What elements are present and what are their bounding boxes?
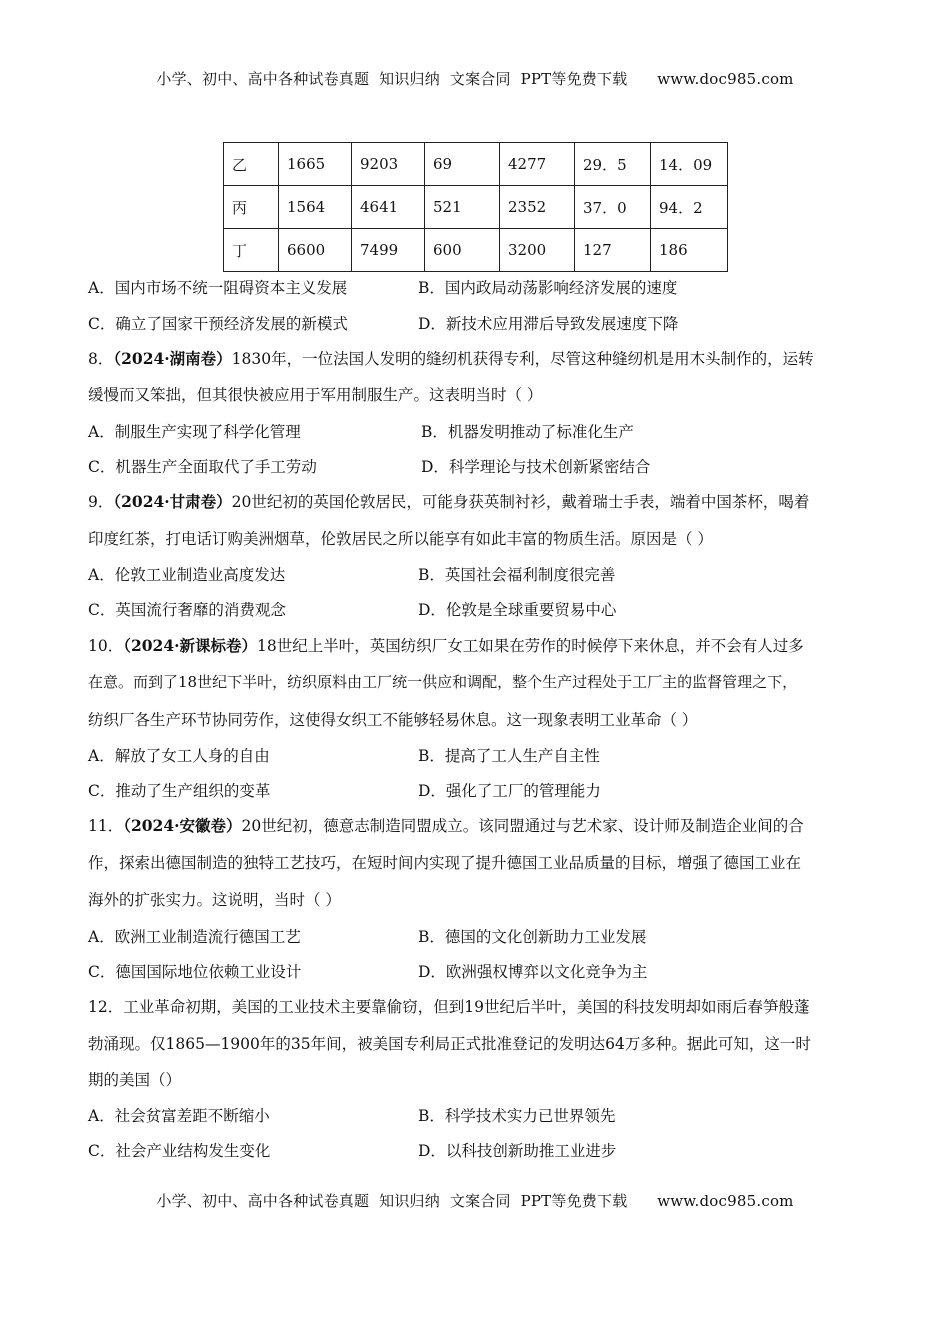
q9-stem-line-1 [88,490,809,512]
table-cell: 14．09 [651,143,728,186]
table-row [224,229,728,272]
q9-option-c: C．英国流行奢靡的消费观念 [88,601,286,619]
q12-stem-line-2: 勃涌现。仅1865—1900年的35年间，被美国专利局正式批准登记的发明达64万多种。据此可知，这一时 [88,1035,811,1053]
q12-option-d: D．以科技创新助推工业进步 [418,1142,617,1160]
q9-source: （2024·甘肃卷） [113,492,232,511]
table-cell: 69 [425,143,500,186]
q10-stem-line-3: 纺织厂各生产环节协同劳作，这使得女织工不能够轻易休息。这一现象表明工业革命（ ） [88,711,698,729]
table-cell: 4641 [352,186,425,229]
q10-number: 10． [88,637,124,655]
q7-option-d: D．新技术应用滞后导致发展速度下降 [418,315,679,333]
q10-option-b: B．提高了工人生产自主性 [418,747,600,765]
q12-stem-line-3: 期的美国（） [88,1071,182,1089]
q8-stem-line-1 [88,347,814,369]
q11-stem-text: 20世纪初，德意志制造同盟成立。该同盟通过与艺术家、设计师及制造企业间的合 [241,817,804,835]
table-cell: 丙 [224,186,279,229]
q8-stem-line-2: 缓慢而又笨拙，但其很快被应用于军用制服生产。这表明当时（ ） [88,386,543,404]
table-row [224,186,728,229]
q8-option-c: C．机器生产全面取代了手工劳动 [88,458,317,476]
q11-stem-line-1 [88,814,804,836]
q11-option-b: B．德国的文化创新助力工业发展 [418,928,647,946]
table-cell: 29．5 [575,143,651,186]
q11-stem-line-3: 海外的扩张实力。这说明，当时（ ） [88,891,341,909]
q7-option-b: B．国内政局动荡影响经济发展的速度 [418,279,678,297]
q11-option-c: C．德国国际地位依赖工业设计 [88,963,302,981]
q11-source: （2024·安徽卷） [123,816,242,835]
q8-option-d: D．科学理论与技术创新紧密结合 [421,458,651,476]
table-cell: 9203 [352,143,425,186]
q7-option-a: A．国内市场不统一阻碍资本主义发展 [88,279,348,297]
q9-stem-text: 20世纪初的英国伦敦居民，可能身获英制衬衫，戴着瑞士手表，端着中国茶杯，喝着 [231,493,810,511]
q11-option-d: D．欧洲强权博弈以文化竞争为主 [418,963,648,981]
q10-stem-line-2: 在意。而到了18世纪下半叶，纺织原料由工厂统一供应和调配，整个生产过程处于工厂主的监督管理之下， [88,673,798,691]
q10-stem-text: 18世纪上半叶，英国纺织厂女工如果在劳作的时候停下来休息，并不会有人过多 [257,637,804,655]
table-cell: 37．0 [575,186,651,229]
table-cell: 2352 [500,186,575,229]
table-cell: 乙 [224,143,279,186]
table-cell: 3200 [500,229,575,272]
q9-stem-line-2: 印度红茶，打电话订购美洲烟草，伦敦居民之所以能享有如此丰富的物质生活。原因是（ ） [88,530,713,548]
q12-option-c: C．社会产业结构发生变化 [88,1142,271,1160]
q10-option-c: C．推动了生产组织的变革 [88,782,271,800]
q9-number: 9． [88,493,114,511]
table-cell: 1665 [279,143,352,186]
page-footer: 小学、初中、高中各种试卷真题 知识归纳 文案合同 PPT等免费下载 www.doc985.com [156,1192,794,1210]
q11-option-a: A．欧洲工业制造流行德国工艺 [88,928,301,946]
page-header: 小学、初中、高中各种试卷真题 知识归纳 文案合同 PPT等免费下载 www.doc985.com [156,70,794,88]
table-cell: 521 [425,186,500,229]
q12-option-b: B．科学技术实力已世界领先 [418,1107,616,1125]
q11-stem-line-2: 作，探索出德国制造的独特工艺技巧，在短时间内实现了提升德国工业品质量的目标，增强了德国工业在 [88,854,802,872]
q8-option-b: B．机器发明推动了标准化生产 [421,423,634,441]
q9-option-a: A．伦敦工业制造业高度发达 [88,566,286,584]
q10-option-a: A．解放了女工人身的自由 [88,747,270,765]
q10-source: （2024·新课标卷） [123,636,258,655]
q8-source: （2024·湖南卷） [113,349,232,368]
q10-option-d: D．强化了工厂的管理能力 [418,782,601,800]
table-cell: 600 [425,229,500,272]
q12-stem-line-1: 12．工业革命初期，美国的工业技术主要靠偷窃，但到19世纪后半叶，美国的科技发明却如雨后春笋般蓬 [88,998,810,1016]
table-cell: 4277 [500,143,575,186]
q9-option-b: B．英国社会福利制度很完善 [418,566,616,584]
table-cell: 186 [651,229,728,272]
q8-option-a: A．制服生产实现了科学化管理 [88,423,301,441]
table-cell: 丁 [224,229,279,272]
q10-stem-line-1 [88,634,804,656]
q12-option-a: A．社会贫富差距不断缩小 [88,1107,270,1125]
q7-option-c: C．确立了国家干预经济发展的新模式 [88,315,348,333]
table-cell: 7499 [352,229,425,272]
q11-number: 11． [88,817,124,835]
table-cell: 94．2 [651,186,728,229]
table-cell: 127 [575,229,651,272]
q9-option-d: D．伦敦是全球重要贸易中心 [418,601,617,619]
table-row [224,143,728,186]
table-cell: 1564 [279,186,352,229]
q8-stem-text: 1830年，一位法国人发明的缝纫机获得专利，尽管这种缝纫机是用木头制作的，运转 [231,350,814,368]
table-cell: 6600 [279,229,352,272]
q8-number: 8． [88,350,114,368]
data-table [223,142,728,272]
